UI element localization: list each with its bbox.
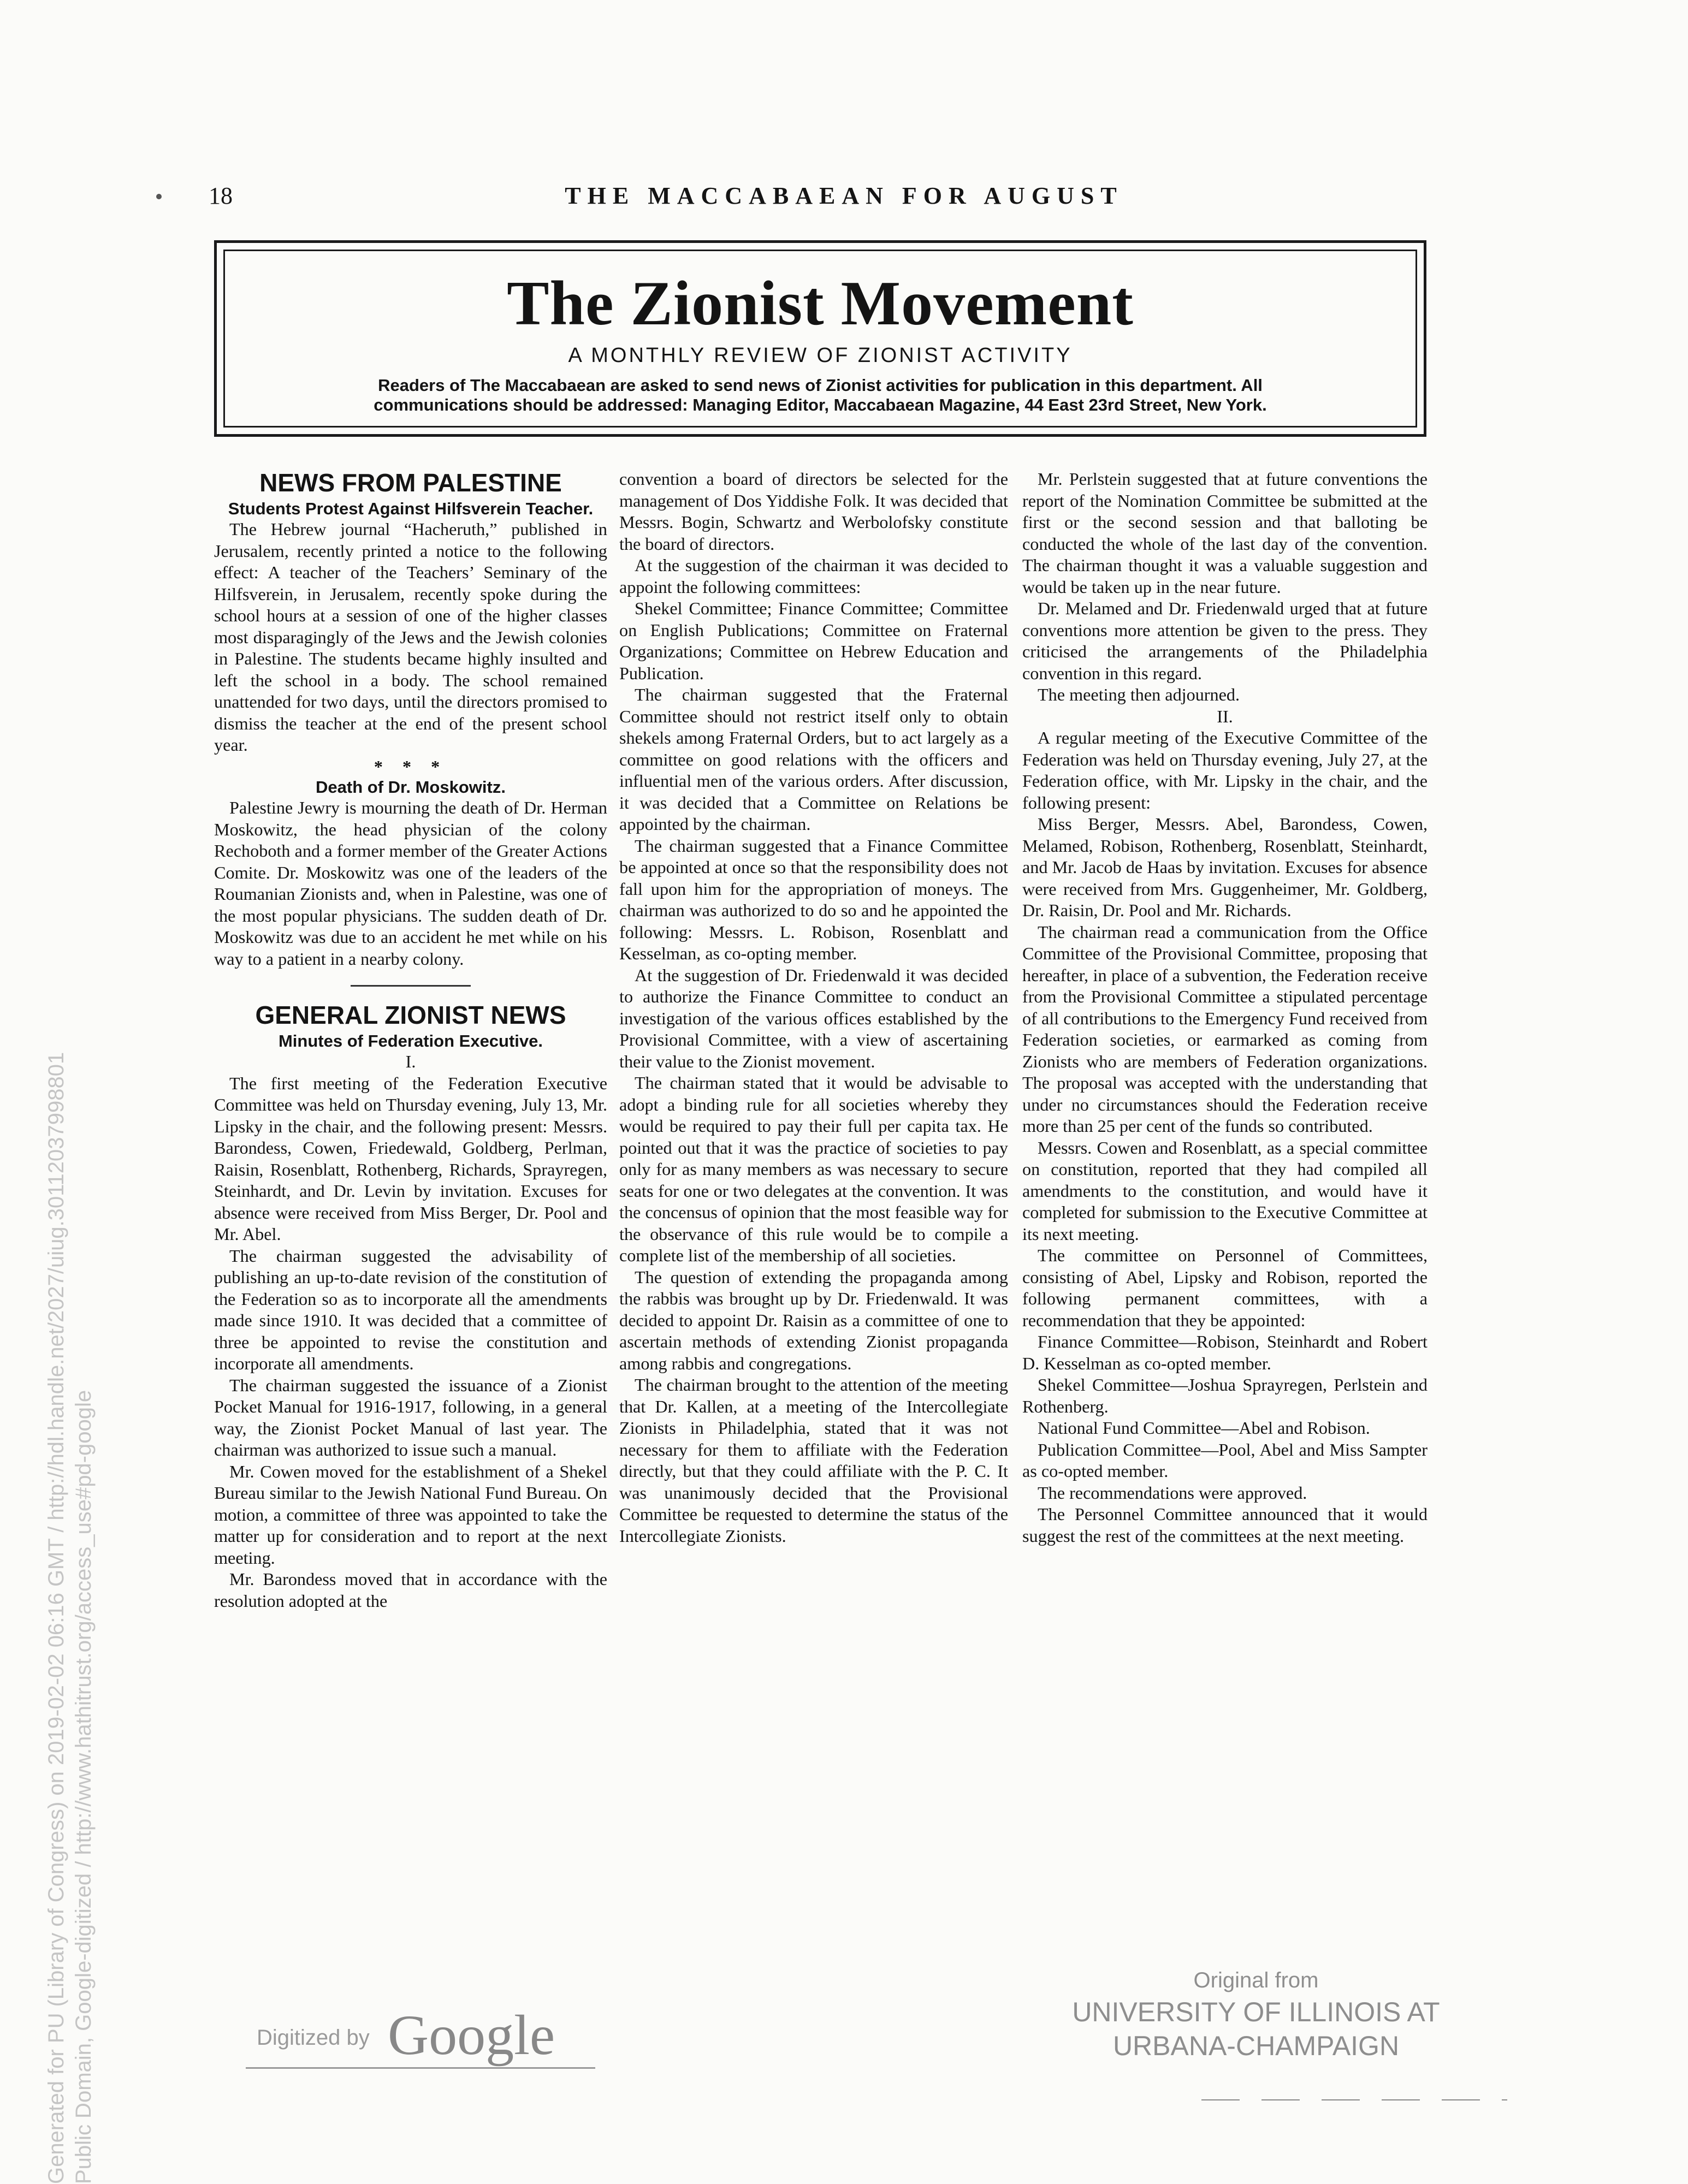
paragraph: The chairman brought to the attention of the meeting that Dr. Kallen, at a meeting of the Intercollegiate Zionists in Philadelphia, stated that it was not necessary for them to affiliate with the Federation directly, but that they could affiliate with the P. C. It was unanimously decided that the Provisional Committee be requested to determine the status of the Intercollegiate Zionists. [619,1375,1008,1546]
footer-rule [246,2067,595,2069]
subheading-minutes: Minutes of Federation Executive. [278,1031,543,1051]
paragraph: The first meeting of the Federation Executive Committee was held on Thursday evening, July 13, Mr. Lipsky in the chair, and the following present: Messrs. Barondess, Cowen, Friedewald, Goldberg, Perlman, Raisin, Rosenblatt, Rothenberg, Richards, Sprayregen, Steinhardt, and Dr. Levin by invitation. Excuses for absence were received from Miss Berger, Dr. Pool and Mr. Abel. [214,1073,607,1244]
paragraph: Shekel Committee—Joshua Sprayregen, Perlstein and Rothenberg. [1022,1375,1428,1416]
submission-notice [258,376,1383,415]
running-head [0,182,1688,215]
paragraph: The question of extending the propaganda among the rabbis was brought up by Dr. Friedenwald. It was decided to appoint Dr. Raisin as a committee of one to ascertain methods of extending Zionist propaganda among rabbis and congregations. [619,1267,1008,1373]
section-numeral: I. [405,1052,416,1071]
subheading-death-of-moskowitz: Death of Dr. Moskowitz. [316,778,506,797]
paragraph: The chairman read a communication from the Office Committee of the Provisional Committee, proposing that hereafter, in place of a subvention, the Federation receive from the Provisional Committee a stipulated percentage of all contributions to the Emergency Fund received from Federation societies, or earmarked as coming from Zionists who are members of Federation organizations. The proposal was accepted with the understanding that under no circumstances should the Federation receive more than 25 per cent of the funds so contributed. [1022,922,1428,1136]
paragraph: Finance Committee—Robison, Steinhardt and Robert D. Kesselman as co-opted member. [1022,1332,1428,1373]
section-numeral: II. [1217,706,1233,726]
digitized-label: Digitized by [257,2026,370,2050]
digitized-by-google [257,1993,584,2069]
section-title: The Zionist Movement [507,269,1134,339]
paragraph: The Hebrew journal “Hacheruth,” published in Jerusalem, recently printed a notice to the following effect: A teacher of the Teachers’ Seminary of the Hilfsverein, in Jerusalem, recently spoke during the school hours at a session of one of the higher classes most disparagingly of the Jews and the Jewish colonies in Palestine. The students became highly insulted and left the school in a body. The school remained unattended for two days, until the directors promised to dismiss the teacher at the end of the present school year. [214,519,607,755]
column-1 [214,468,607,1910]
google-logo: Google [388,2004,555,2067]
section-separator-stars: * * * [374,756,448,776]
column-2 [619,468,1008,1910]
column-3 [1022,468,1428,1910]
paragraph: The chairman suggested the advisability of publishing an up-to-date revision of the constitution of the Federation so as to incorporate all the amendments made since 1910. It was decided that a committee of three be appointed to revise the constitution and incorporate all amendments. [214,1245,607,1373]
paragraph: The chairman suggested that a Finance Committee be appointed at once so that the responsibility does not fall upon him for the appropriation of moneys. The chairman was authorized to do so and he appointed the following: Messrs. L. Robison, Rosenblatt and Kesselman, as co-opting member. [619,835,1008,963]
original-from-label: Original from [1193,1968,1319,1992]
notice-line: communications should be addressed: Managing Editor, Maccabaean Magazine, 44 East 23rd Street, New York. [374,395,1267,414]
institution-campus: URBANA-CHAMPAIGN [1112,2031,1400,2061]
paragraph: The committee on Personnel of Committees, consisting of Abel, Lipsky and Robison, reported the following permanent committees, with a recommendation that they be appointed: [1022,1245,1428,1330]
divider-rule [351,985,471,987]
paragraph: Palestine Jewry is mourning the death of Dr. Herman Moskowitz, the head physician of the colony Rechoboth and a former member of the Greater Actions Comite. Dr. Moskowitz was one of the leaders of the Roumanian Zionists and, when in Palestine, was one of the most popular physicians. The sudden death of Dr. Moskowitz was due to an accident he met while on his way to a patient in a nearby colony. [214,798,607,969]
heading-news-from-palestine: NEWS FROM PALESTINE [259,468,562,497]
section-subtitle: A MONTHLY REVIEW OF ZIONIST ACTIVITY [568,344,1073,367]
magazine-title: THE MACCABAEAN FOR AUGUST [565,182,1123,209]
paragraph: convention a board of directors be selected for the management of Dos Yiddishe Folk. It was decided that Messrs. Bogin, Schwartz and Werbolofsky constitute the board of directors. [619,469,1008,554]
paragraph: Messrs. Cowen and Rosenblatt, as a special committee on constitution, reported that they had compiled all amendments to the constitution, and would have it completed for submission to the Executive Committee at its next meeting. [1022,1137,1428,1244]
paragraph: The Personnel Committee announced that it would suggest the rest of the committees at the next meeting. [1022,1504,1428,1546]
paragraph: Mr. Perlstein suggested that at future conventions the report of the Nomination Committee be submitted at the first or the second session and that balloting be conducted the whole of the last day of the convention. The chairman thought it was a valuable suggestion and would be taken up in the near future. [1022,469,1428,597]
watermark-line: Public Domain, Google-digitized / http://www.hathitrust.org/access_use#pd-google [72,1390,96,2184]
paragraph: Mr. Cowen moved for the establishment of a Shekel Bureau similar to the Jewish National Fund Bureau. On motion, a committee of three was appointed to take the matter up for consideration and to report at the next meeting. [214,1461,607,1568]
original-source [1059,1966,1453,2063]
paragraph: The chairman suggested that the Fraternal Committee should not restrict itself only to obtain shekels among Fraternal Orders, but to act largely as a committee on good relations with the officers and influential men of the various orders. After discussion, it was decided that a Committee on Relations be appointed by the chairman. [619,685,1008,834]
section-masthead [214,240,1426,437]
paragraph: Shekel Committee; Finance Committee; Committee on English Publications; Committee on Fraternal Organizations; Committee on Hebrew Education and Publication. [619,598,1008,683]
hathitrust-watermark [43,764,103,2184]
heading-general-zionist-news: GENERAL ZIONIST NEWS [255,1001,566,1029]
masthead-inner-border [223,250,1417,428]
notice-line: Readers of The Maccabaean are asked to send news of Zionist activities for publication in this department. All [378,376,1263,395]
paragraph: The chairman stated that it would be advisable to adopt a binding rule for all societies whereby they would be required to pay their full per capita tax. He pointed out that it was the practice of societies to pay only for as many members as was necessary to secure seats for one or two delegates at the convention. It was the concensus of opinion that the most feasible way for the observance of this rule would be to compile a complete list of the membership of all societies. [619,1073,1008,1265]
paragraph: National Fund Committee—Abel and Robison. [1038,1418,1370,1438]
page-number: 18 [209,182,233,209]
paragraph: Miss Berger, Messrs. Abel, Barondess, Cowen, Melamed, Robison, Rothenberg, Rosenblatt, Steinhardt, and Mr. Jacob de Haas by invitation. Excuses for absence were received from Mrs. Guggenheimer, Mr. Goldberg, Dr. Raisin, Dr. Pool and Mr. Richards. [1022,814,1428,920]
paragraph: A regular meeting of the Executive Committee of the Federation was held on Thursday evening, July 27, at the Federation office, with Mr. Lipsky in the chair, and the following present: [1022,728,1428,812]
paragraph: The recommendations were approved. [1038,1482,1307,1503]
paragraph: At the suggestion of the chairman it was decided to appoint the following committees: [619,555,1008,597]
paragraph: Dr. Melamed and Dr. Friedenwald urged that at future conventions more attention be given to the press. They criticised the arrangements of the Philadelphia convention in this regard. [1022,598,1428,683]
subheading-students-protest: Students Protest Against Hilfsverein Teacher. [228,499,594,518]
paragraph: The meeting then adjourned. [1038,685,1240,704]
paragraph: At the suggestion of Dr. Friedenwald it was decided to authorize the Finance Committee to conduct an investigation of the various offices established by the Provisional Committee, with a view of ascertaining their value to the Zionist movement. [619,965,1008,1071]
watermark-line: Generated for PU (Library of Congress) on 2019-02-02 06:16 GMT / http://hdl.handle.net/2027/uiug.30112037998801 [44,1052,68,2184]
paragraph: Publication Committee—Pool, Abel and Miss Sampter as co-opted member. [1022,1439,1428,1481]
footer-dashed-rule [1201,2099,1507,2100]
paragraph: Mr. Barondess moved that in accordance with the resolution adopted at the [214,1569,607,1611]
paragraph: The chairman suggested the issuance of a Zionist Pocket Manual for 1916-1917, following, in a general way, the Zionist Pocket Manual of last year. The chairman was authorized to issue such a manual. [214,1375,607,1459]
institution-name: UNIVERSITY OF ILLINOIS AT [1072,1997,1440,2027]
